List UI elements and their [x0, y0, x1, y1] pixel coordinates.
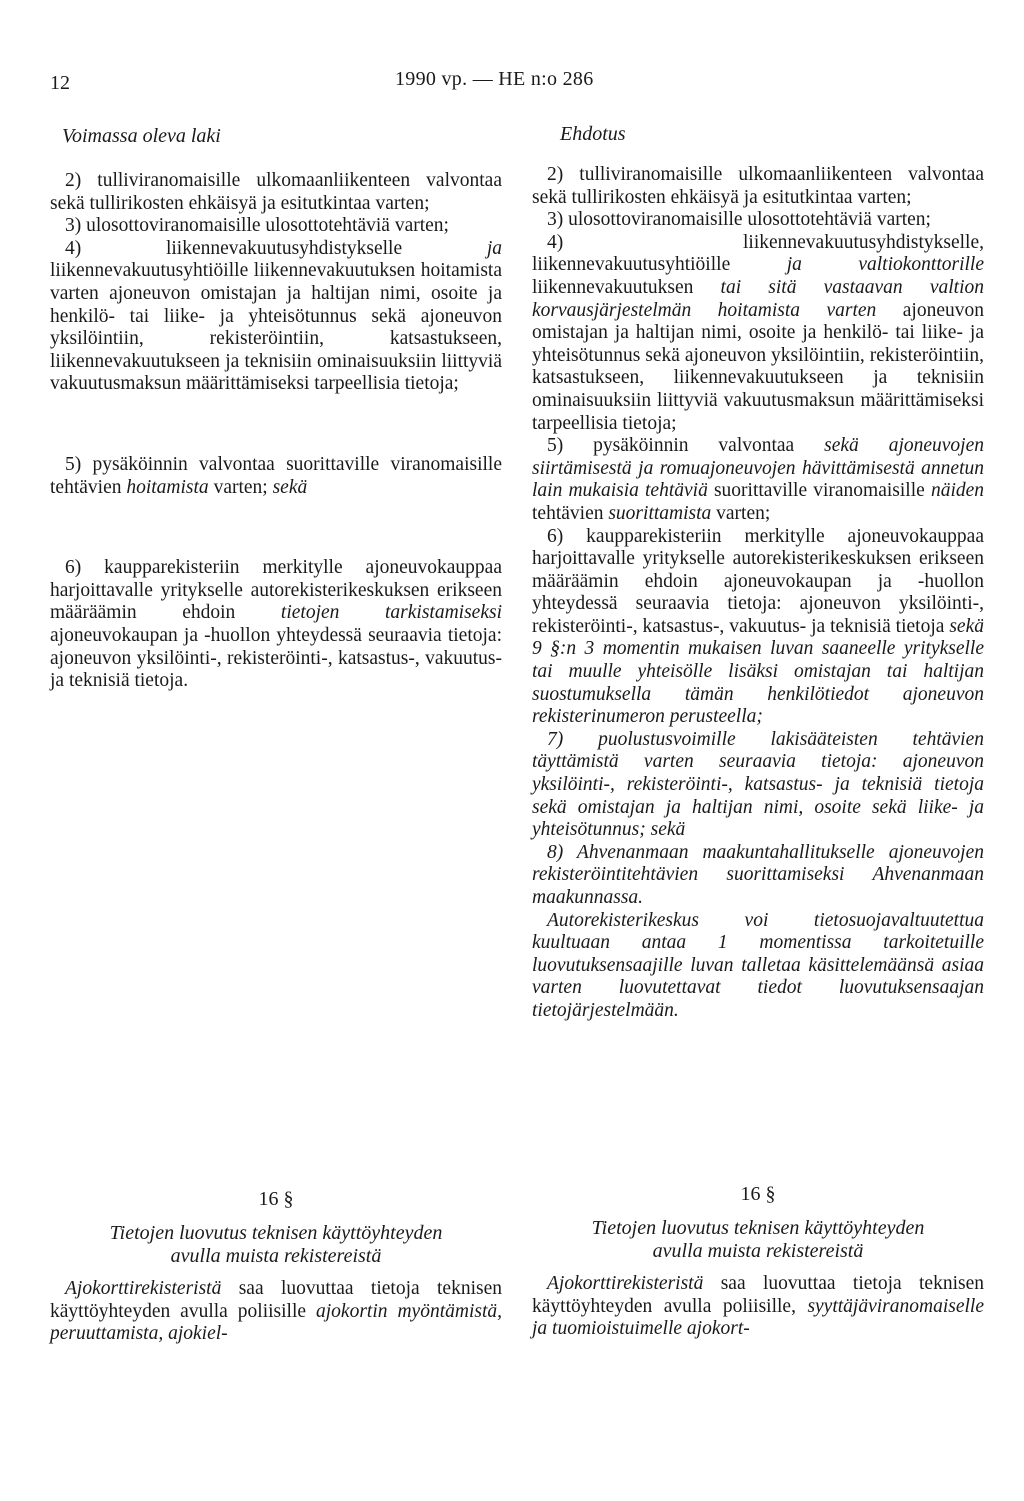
right-section-title-line-1: Tietojen luovutus teknisen käyttöyhteyden [591, 1217, 925, 1239]
left-section-16-paragraph [50, 1278, 502, 1346]
left-final-italic-a: Ajokorttirekisteristä [65, 1278, 222, 1299]
left-paragraph-6 [50, 557, 502, 693]
right-paragraph-7 [532, 729, 984, 842]
right-p4-text-e: ajoneuvon omistajan ja haltijan nimi, osoite ja henkilö- tai liike- ja yhteisötunnus sekä ajoneuvon yksilöintiin, rekisteröintiin, katsastukseen, liikennevakuutukseen ja teknisiin ominaisuuksiin liittyviä vakuutusmaksun määrittämiseksi tarpeellisia tietoja; [532, 299, 984, 434]
left-final-text-b: saa luovuttaa tietoja teknisen käyttöyhteyden avulla poliisille [50, 1278, 502, 1322]
left-section-title [50, 1222, 502, 1268]
left-p4-italic: ja [486, 237, 502, 259]
left-paragraph-4 [50, 238, 502, 396]
right-p4-italic-d: tai sitä vastaavan valtion korvausjärjestelmän hoitamista varten [532, 276, 984, 321]
left-final-italic-c: ajokortin myöntämistä, peruuttamista, ajokiel- [50, 1300, 502, 1345]
right-p5-italic-f: suorittamista [608, 502, 712, 524]
right-paragraph-8 [532, 842, 984, 910]
page-header: 1990 vp. — HE n:o 286 [395, 68, 594, 90]
right-section-number: 16 § [740, 1183, 776, 1205]
left-p5-text-c: varten; [208, 476, 273, 498]
right-p5-text-g: varten; [711, 502, 771, 524]
left-section-number: 16 § [258, 1188, 294, 1210]
left-paragraph-2: 2) tulliviranomaisille ulkomaanliikenteen valvontaa sekä tullirikosten ehkäisyä ja esitutkintaa varten; [50, 170, 502, 214]
left-p5-text-a: 5) pysäköinnin valvontaa suorittaville viranomaisille tehtävien [50, 453, 502, 498]
right-p8-italic: 8) Ahvenanmaan maakuntahallitukselle ajoneuvojen rekisteröintitehtävien suorittamiseksi Ahvenanmaan maakunnassa. [532, 841, 984, 908]
right-p7-italic: 7) puolustusvoimille lakisääteisten tehtävien täyttämistä varten seuraavia tietoja: ajoneuvon yksilöinti-, rekisteröinti-, katsastus- ja teknisiä tietoja sekä omistajan ja haltijan nimi, osoite sekä liike- ja yhteisötunnus; sekä [532, 728, 984, 841]
right-paragraph-9 [532, 910, 984, 1023]
left-p4-text-c: liikennevakuutusyhtiöille liikennevakuutuksen hoitamista varten ajoneuvon omistajan ja haltijan nimi, osoite ja henkilö- tai liike- ja yhteisötunnus sekä ajoneuvon yksilöintiin, rekisteröintiin, katsastukseen, liikennevakuutukseen ja teknisiin ominaisuuksiin liittyviä vakuutusmaksun määrittämiseksi tarpeellisia tietoja; [50, 260, 502, 395]
right-column-proposal [532, 164, 984, 1023]
right-paragraph-5 [532, 435, 984, 525]
left-p6-text-c: ajoneuvokaupan ja -huollon yhteydessä seuraavia tietoja: ajoneuvon yksilöinti-, rekisteröinti-, katsastus-, vakuutus- ja teknisiä tietoja. [50, 624, 502, 692]
right-column-heading: Ehdotus [560, 123, 626, 145]
right-p5-text-e: tehtävien [532, 502, 609, 524]
left-paragraph-3: 3) ulosottoviranomaisille ulosottotehtäviä varten; [65, 215, 449, 237]
right-p5-italic-b: sekä ajoneuvojen siirtämisestä ja romuajoneuvojen hävittämisestä annetun lain mukaisia tehtäviä [532, 435, 985, 502]
right-section-title [532, 1217, 984, 1263]
right-p5-text-a: 5) pysäköinnin valvontaa [547, 435, 825, 457]
right-p5-italic-d: näiden [930, 480, 985, 502]
left-section-title-line-1: Tietojen luovutus teknisen käyttöyhteyden [109, 1222, 443, 1244]
left-paragraph-5 [50, 454, 502, 499]
right-final-italic-c: syyttäjäviranomaiselle ja tuomioistuimelle ajokort- [532, 1295, 984, 1340]
right-p9-italic: Autorekisterikeskus voi tietosuojavaltuutettua kuultuaan antaa 1 momentissa tarkoitetuille luovutuksensaajille luvan talletaa käsittelemäänsä asiaa varten luovutettavat tiedot luovutuksensaajan tietojärjestelmään. [532, 909, 984, 1021]
right-p4-text-a: 4) liikennevakuutusyhdistykselle, liikennevakuutusyhtiöille [532, 231, 984, 276]
left-p4-text-a: 4) liikennevakuutusyhdistykselle [65, 237, 487, 259]
left-section-title-line-2: avulla muista rekistereistä [170, 1245, 382, 1267]
left-column-heading: Voimassa oleva laki [62, 125, 221, 147]
right-final-italic-a: Ajokorttirekisteristä [547, 1273, 704, 1294]
right-paragraph-4 [532, 232, 984, 435]
right-paragraph-2: 2) tulliviranomaisille ulkomaanliikenteen valvontaa sekä tullirikosten ehkäisyä ja esitutkintaa varten; [532, 164, 984, 208]
right-p5-text-c: suorittaville viranomaisille [707, 480, 931, 502]
left-p5-italic-b: hoitamista [126, 476, 209, 498]
left-p6-italic-b: tietojen tarkistamiseksi [280, 602, 502, 624]
right-p6-italic-b: sekä 9 §:n 3 momentin mukaisen luvan saaneelle yritykselle tai muulle yhteisölle lisäksi omistajan tai haltijan suostumuksella tämän henkilötiedot ajoneuvon rekisterinumeron perusteella; [532, 615, 984, 728]
right-p6-text-a: 6) kaupparekisteriin merkitylle ajoneuvokauppaa harjoittavalle yritykselle autorekisterikeskuksen erikseen määräämin ehdoin ajoneuvokaupan ja -huollon yhteydessä seuraavia tietoja: ajoneuvon yksilöinti-, rekisteröinti-, katsastus-, vakuutus- ja teknisiä tietoja [532, 525, 984, 637]
right-p4-text-c: liikennevakuutuksen [532, 276, 721, 298]
left-p5-italic-d: sekä [272, 476, 308, 498]
left-p6-text-a: 6) kaupparekisteriin merkitylle ajoneuvokauppaa harjoittavalle yritykselle autorekisterikeskuksen erikseen määräämin ehdoin [50, 557, 502, 624]
page-number: 12 [50, 72, 70, 94]
right-paragraph-3: 3) ulosottoviranomaisille ulosottotehtäviä varten; [547, 209, 931, 231]
right-section-16-paragraph [532, 1273, 984, 1341]
right-final-text-b: saa luovuttaa tietoja teknisen käyttöyhteyden avulla poliisille, [532, 1273, 984, 1317]
right-p4-italic-b: ja valtiokonttorille [786, 254, 984, 276]
right-paragraph-6 [532, 526, 984, 729]
left-column-current-law [50, 170, 502, 693]
right-section-title-line-2: avulla muista rekistereistä [652, 1240, 864, 1262]
